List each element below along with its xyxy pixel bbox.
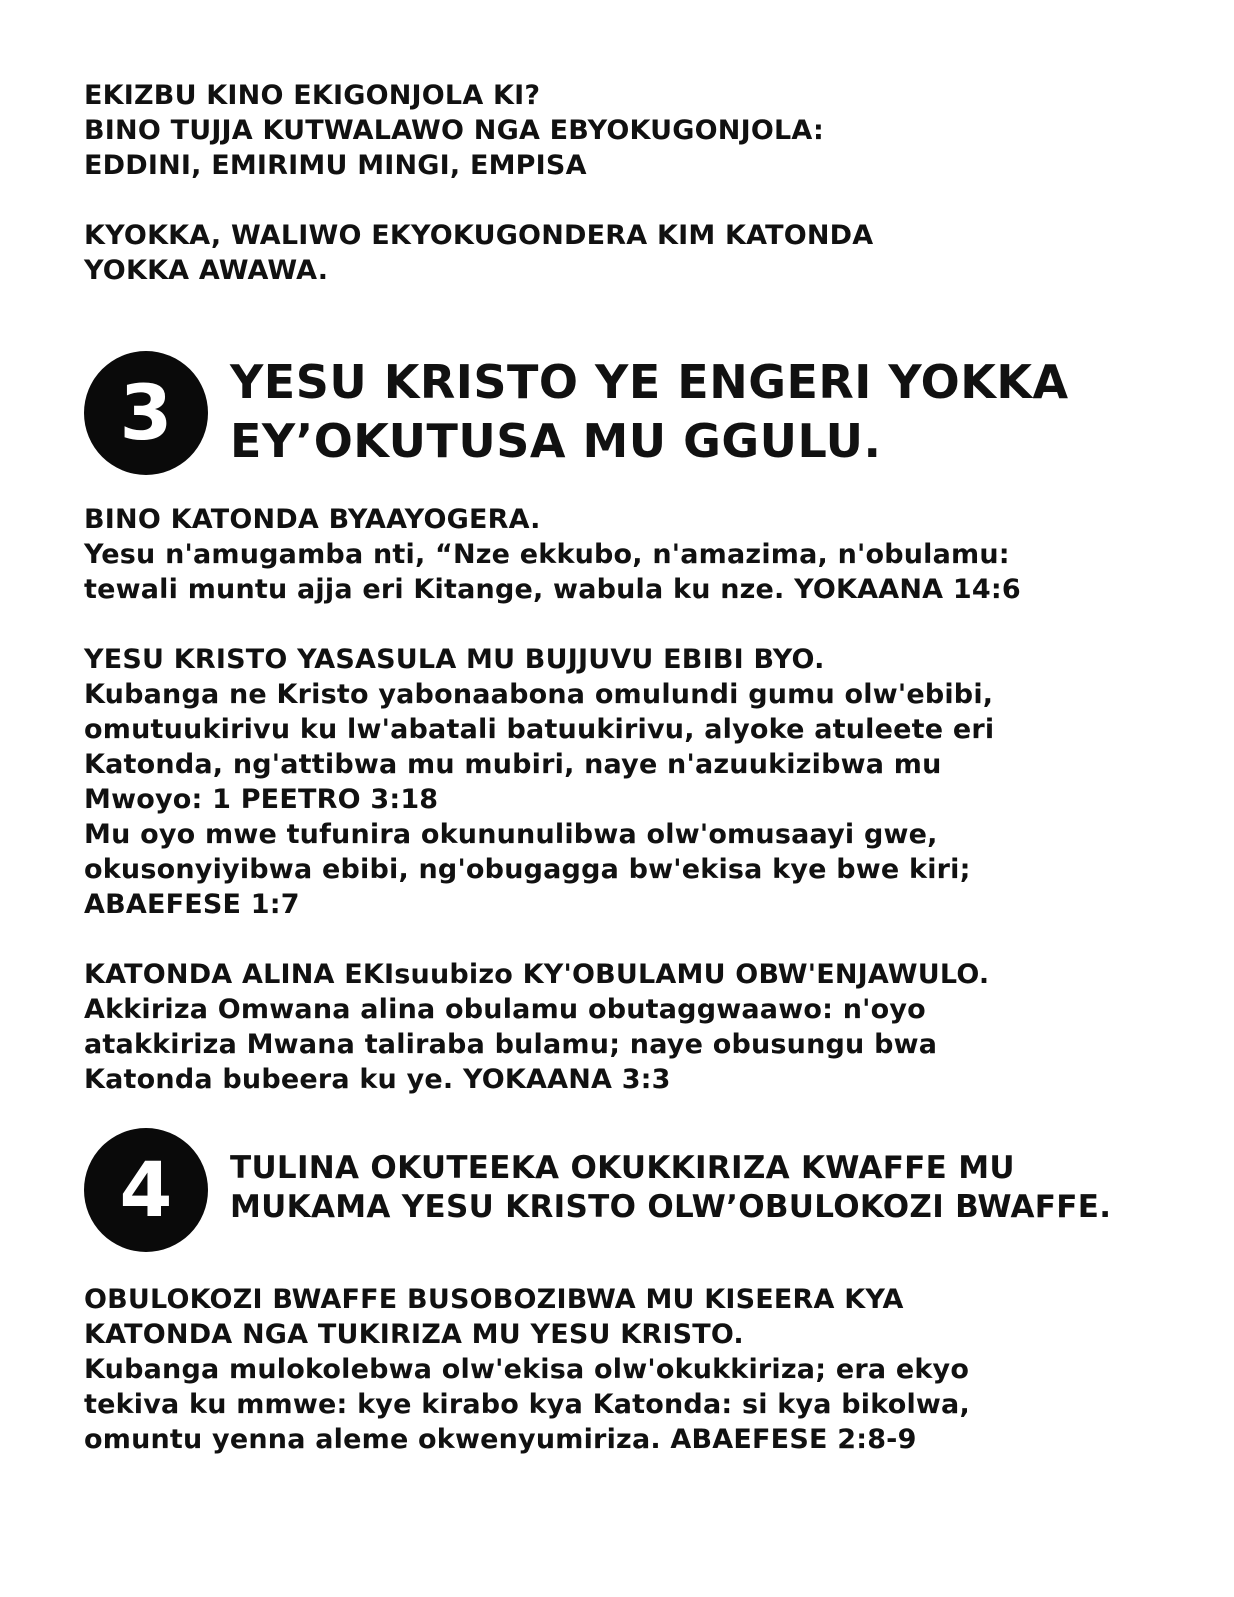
scripture-line: omuntu yenna aleme okwenyumiriza. ABAEFESE 2:8-9: [84, 1424, 917, 1455]
scripture-line: omutuukirivu ku lw'abatali batuukirivu, alyoke atuleete eri: [84, 714, 995, 745]
scripture-line: Katonda, ng'attibwa mu mubiri, naye n'azuukizibwa mu: [84, 749, 942, 780]
scripture-line: Kubanga ne Kristo yabonaabona omulundi gumu olw'ebibi,: [84, 679, 994, 710]
section-heading-line: YESU KRISTO YE ENGERI YOKKA: [230, 355, 1069, 409]
section-heading-line: EY’OKUTUSA MU GGULU.: [230, 414, 882, 468]
scripture-line: Akkiriza Omwana alina obulamu obutaggwaawo: n'oyo: [84, 994, 926, 1025]
scripture-line: Mwoyo: 1 PEETRO 3:18: [84, 784, 439, 815]
subheading: OBULOKOZI BWAFFE BUSOBOZIBWA MU KISEERA KYA: [84, 1284, 904, 1315]
scripture-line: Kubanga mulokolebwa olw'ekisa olw'okukkiriza; era ekyo: [84, 1354, 970, 1385]
scripture-line: ABAEFESE 1:7: [84, 889, 300, 920]
intro-line: EDDINI, EMIRIMU MINGI, EMPISA: [84, 150, 587, 181]
scripture-line: Mu oyo mwe tufunira okununulibwa olw'omusaayi gwe,: [84, 819, 938, 850]
intro-question: EKIZBU KINO EKIGONJOLA KI?: [84, 80, 541, 111]
section-number-badge: 4: [84, 1128, 208, 1252]
scripture-line: atakkiriza Mwana taliraba bulamu; naye obusungu bwa: [84, 1029, 938, 1060]
subheading: YESU KRISTO YASASULA MU BUJJUVU EBIBI BYO.: [84, 644, 825, 675]
intro-line: YOKKA AWAWA.: [84, 255, 329, 286]
scripture-line: Yesu n'amugamba nti, “Nze ekkubo, n'amazima, n'obulamu:: [84, 539, 1010, 570]
subheading: KATONDA ALINA EKIsuubizo KY'OBULAMU OBW'ENJAWULO.: [84, 959, 990, 990]
section-number-badge: 3: [84, 351, 208, 475]
intro-line: KYOKKA, WALIWO EKYOKUGONDERA KIM KATONDA: [84, 220, 874, 251]
section-heading-line: TULINA OKUTEEKA OKUKKIRIZA KWAFFE MU: [230, 1150, 1015, 1186]
scripture-line: Katonda bubeera ku ye. YOKAANA 3:3: [84, 1064, 671, 1095]
section-heading-line: MUKAMA YESU KRISTO OLW’OBULOKOZI BWAFFE.: [230, 1189, 1112, 1225]
scripture-line: tekiva ku mmwe: kye kirabo kya Katonda: si kya bikolwa,: [84, 1389, 970, 1420]
scripture-line: okusonyiyibwa ebibi, ng'obugagga bw'ekisa kye bwe kiri;: [84, 854, 971, 885]
subheading: KATONDA NGA TUKIRIZA MU YESU KRISTO.: [84, 1319, 744, 1350]
scripture-line: tewali muntu ajja eri Kitange, wabula ku nze. YOKAANA 14:6: [84, 574, 1021, 605]
subheading: BINO KATONDA BYAAYOGERA.: [84, 504, 541, 535]
intro-line: BINO TUJJA KUTWALAWO NGA EBYOKUGONJOLA:: [84, 115, 825, 146]
